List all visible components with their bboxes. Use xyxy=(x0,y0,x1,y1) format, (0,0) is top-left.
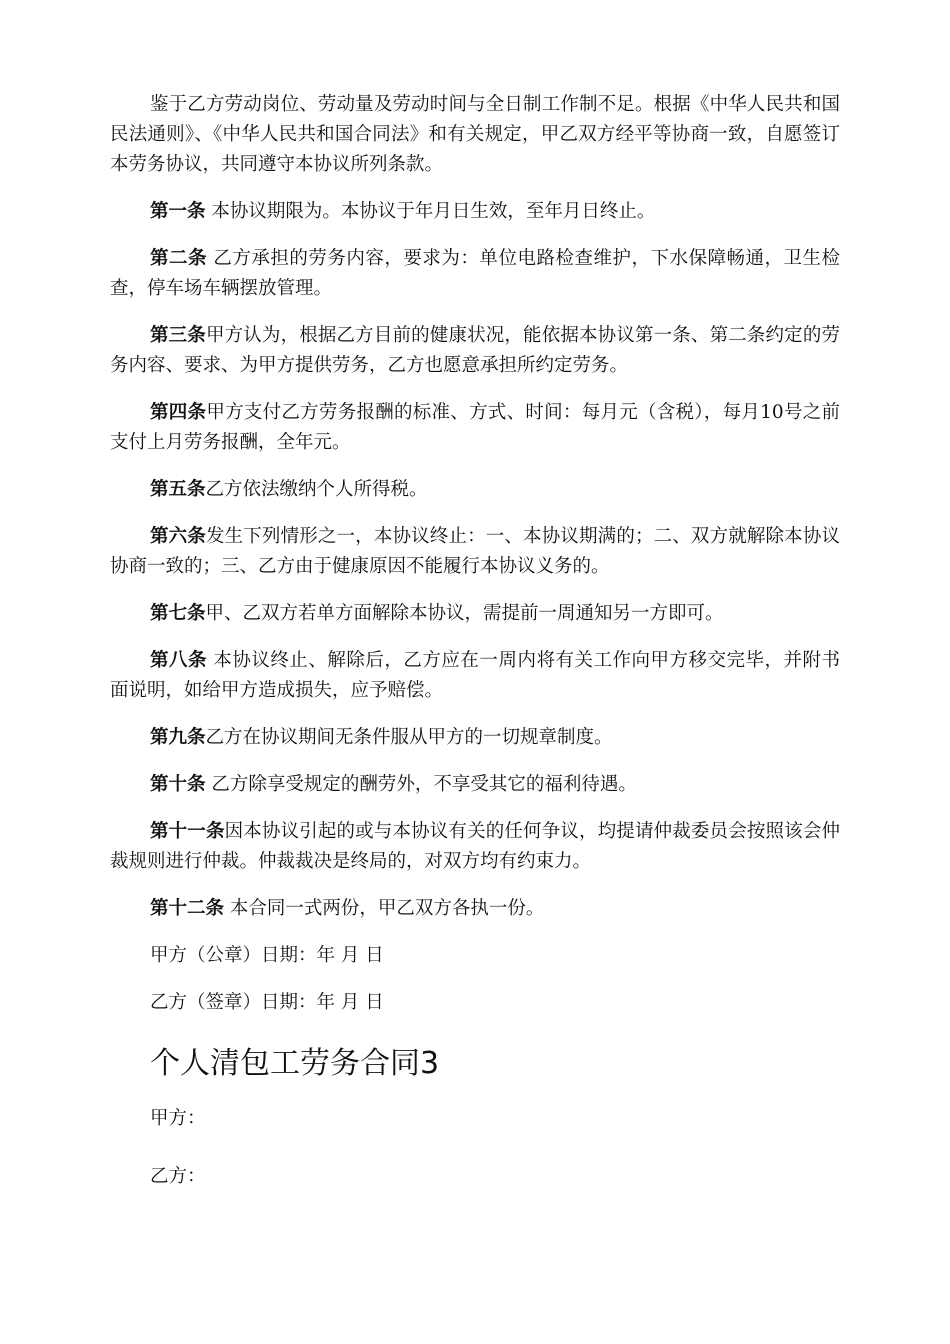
article-label: 第七条 xyxy=(150,603,206,624)
article-6 xyxy=(110,522,840,582)
article-11 xyxy=(110,817,840,877)
article-label: 第九条 xyxy=(150,727,206,748)
section-title: 个人清包工劳务合同3 xyxy=(150,1046,440,1081)
article-text: 甲方认为，根据乙方目前的健康状况，能依据本协议第一条、第二条约定的劳务内容、要求、为甲方提供劳务，乙方也愿意承担所约定劳务。 xyxy=(110,325,840,376)
article-text: 乙方依法缴纳个人所得税。 xyxy=(205,479,428,500)
article-2 xyxy=(110,244,840,304)
article-text: 本协议期限为。本协议于年月日生效，至年月日终止。 xyxy=(205,201,656,222)
article-8 xyxy=(110,646,840,706)
article-10 xyxy=(110,770,840,800)
article-1 xyxy=(110,197,840,227)
article-5 xyxy=(110,475,840,505)
article-3 xyxy=(110,321,840,381)
document-page xyxy=(110,90,840,1220)
article-label: 第十条 xyxy=(150,774,206,795)
article-text: 本协议终止、解除后，乙方应在一周内将有关工作向甲方移交完毕，并附书面说明，如给甲方造成损失，应予赔偿。 xyxy=(110,650,840,701)
party-a-line: 甲方： xyxy=(150,1108,206,1129)
article-text: 乙方承担的劳务内容，要求为：单位电路检查维护，下水保障畅通，卫生检查，停车场车辆摆放管理。 xyxy=(110,248,840,299)
article-text: 本合同一式两份，甲乙双方各执一份。 xyxy=(224,898,545,919)
intro-paragraph: 鉴于乙方劳动岗位、劳动量及劳动时间与全日制工作制不足。根据《中华人民共和国民法通则》、《中华人民共和国合同法》和有关规定，甲乙双方经平等协商一致，自愿签订本劳务协议，共同遵守本协议所列条款。 xyxy=(110,94,840,175)
article-label: 第六条 xyxy=(150,526,206,547)
article-4 xyxy=(110,398,840,458)
article-text: 甲方支付乙方劳务报酬的标准、方式、时间：每月元（含税），每月10号之前支付上月劳务报酬，全年元。 xyxy=(110,402,840,453)
party-b-line: 乙方： xyxy=(150,1166,206,1187)
article-label: 第三条 xyxy=(150,325,206,346)
article-label: 第五条 xyxy=(150,479,206,500)
article-label: 第八条 xyxy=(150,650,208,671)
article-label: 第一条 xyxy=(150,201,206,222)
article-label: 第十二条 xyxy=(150,898,225,919)
article-text: 乙方除享受规定的酬劳外，不享受其它的福利待遇。 xyxy=(205,774,637,795)
article-text: 甲、乙双方若单方面解除本协议，需提前一周通知另一方即可。 xyxy=(205,603,724,624)
party-b-signature-line: 乙方（签章）日期：年 月 日 xyxy=(150,992,384,1013)
party-a-signature-line: 甲方（公章）日期：年 月 日 xyxy=(150,945,384,966)
article-12 xyxy=(110,894,840,924)
article-label: 第十一条 xyxy=(150,821,225,842)
article-label: 第四条 xyxy=(150,402,207,423)
article-7 xyxy=(110,599,840,629)
article-label: 第二条 xyxy=(150,248,208,269)
article-text: 发生下列情形之一，本协议终止：一、本协议期满的；二、双方就解除本协议协商一致的；三、乙方由于健康原因不能履行本协议义务的。 xyxy=(110,526,840,577)
article-9 xyxy=(110,723,840,753)
article-text: 乙方在协议期间无条件服从甲方的一切规章制度。 xyxy=(205,727,613,748)
article-text: 因本协议引起的或与本协议有关的任何争议，均提请仲裁委员会按照该会仲裁规则进行仲裁。仲裁裁决是终局的，对双方均有约束力。 xyxy=(110,821,840,872)
